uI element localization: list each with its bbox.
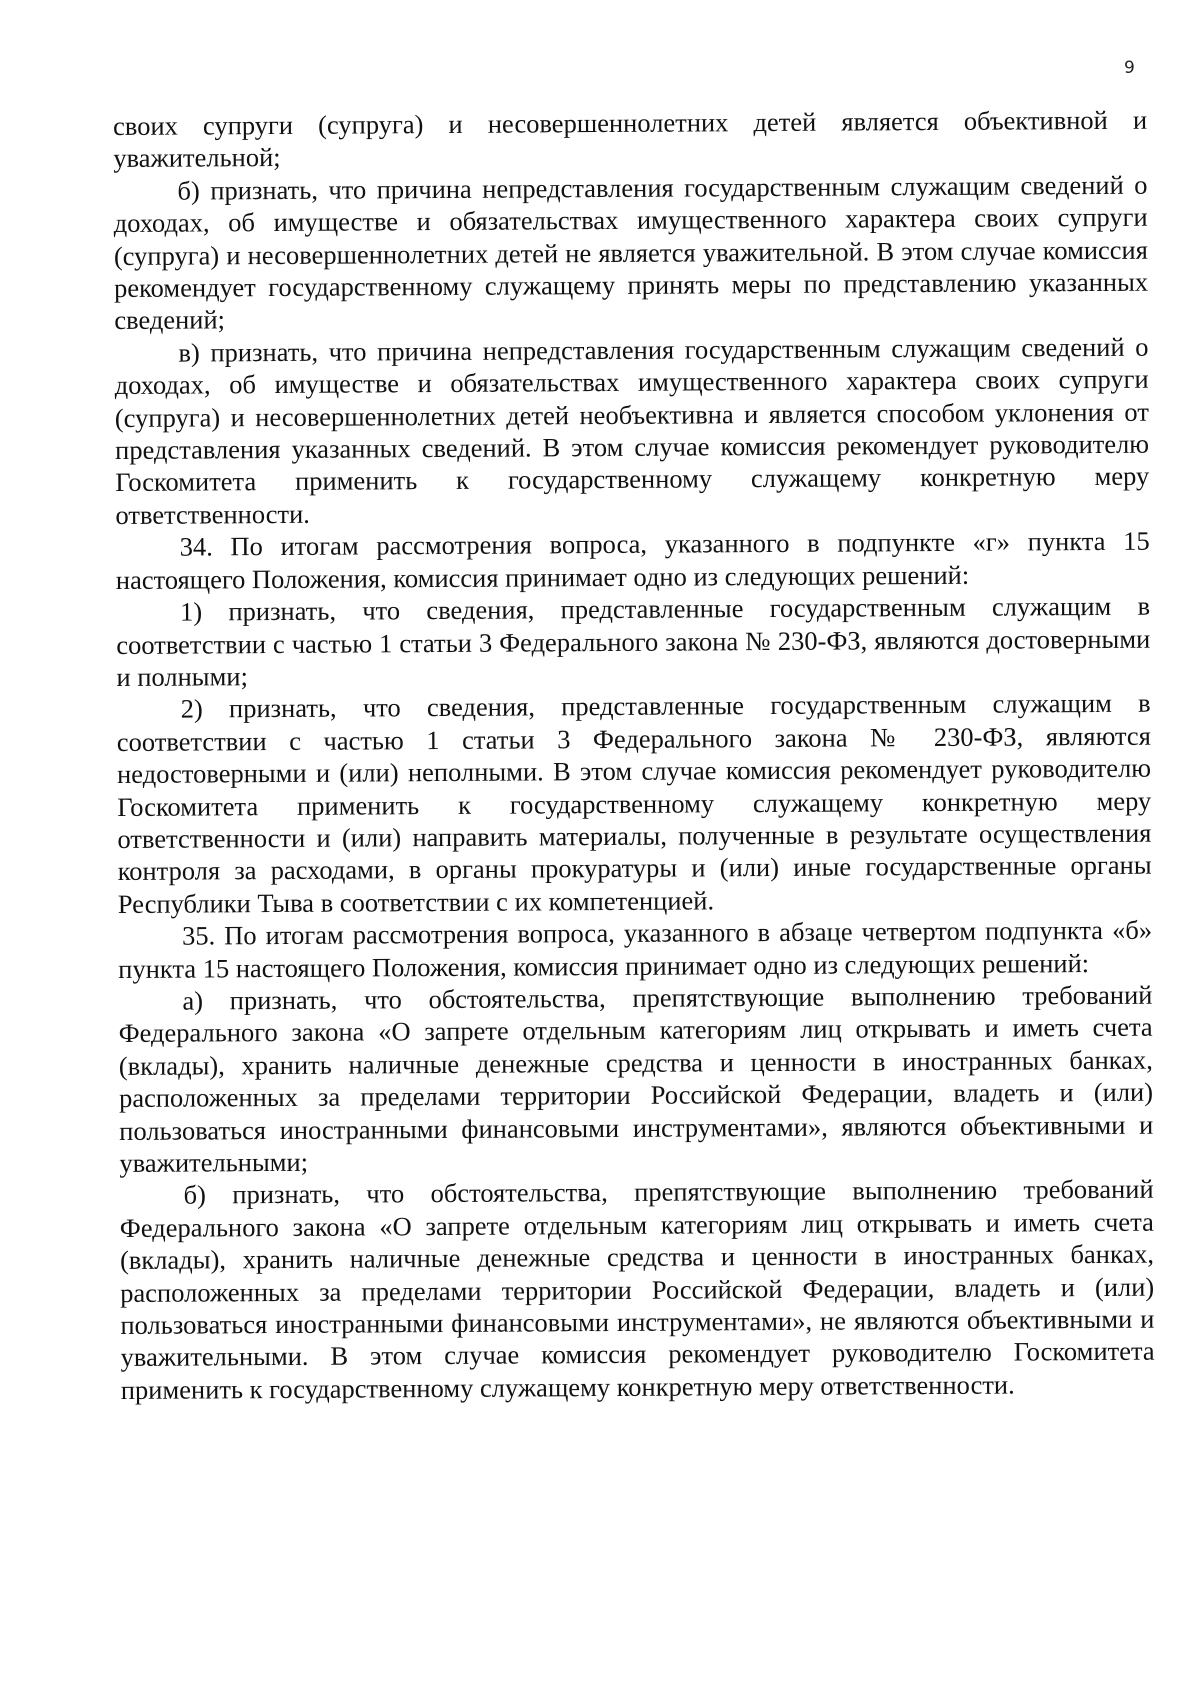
paragraph-subitem-b: б) признать, что причина непредставления государственным служащим сведений о доходах, об имуществе и обязательствах имущественного характера своих супруги (супруга) и несовершеннолетних детей не является уважительной. В этом случае комиссия рекомендует государственному служащему принять меры по представлению указанных сведений; (113, 169, 1149, 336)
paragraph-continuation: своих супруги (супруга) и несовершеннолетних детей является объективной и уважительной; (113, 104, 1148, 174)
paragraph-subitem-1: 1) признать, что сведения, представленные государственным служащим в соответствии с частью 1 статьи 3 Федерального закона № 230-ФЗ, являются достоверными и полными; (116, 590, 1151, 692)
paragraph-subitem-v: в) признать, что причина непредставления государственным служащим сведений о доходах, об имуществе и обязательствах имущественного характера своих супруги (супруга) и несовершеннолетних детей необъективна и является способом уклонения от представления указанных сведений. В этом случае комиссия рекомендует руководителю Госкомитета применить к государственному служащему конкретную меру ответственности. (114, 331, 1150, 530)
paragraph-subitem-2: 2) признать, что сведения, представленные государственным служащим в соответствии с частью 1 статьи 3 Федерального закона № 230-ФЗ, являются недостоверными и (или) неполными. В этом случае комиссия рекомендует руководителю Госкомитета применить к государственному служащему конкретную меру ответственности и (или) направить материалы, полученные в результате осуществления контроля за расходами, в органы прокуратуры и (или) иные государственные органы Республики Тыва в соответствии с их компетенцией. (116, 687, 1152, 919)
paragraph-item-34: 34. По итогам рассмотрения вопроса, указанного в подпункте «г» пункта 15 настоящего Положения, комиссия принимает одно из следующих решений: (115, 525, 1150, 595)
paragraph-item-35: 35. По итогам рассмотрения вопроса, указанного в абзаце четвертом подпункта «б» пункта 15 настоящего Положения, комиссия принимает одно из следующих решений: (118, 914, 1153, 984)
paragraph-subitem-b-2: б) признать, что обстоятельства, препятствующие выполнению требований Федерального закона «О запрете отдельным категориям лиц открывать и иметь счета (вклады), хранить наличные денежные средства и ценности в иностранных банках, расположенных за пределами территории Российской Федерации, владеть и (или) пользоваться иностранными финансовыми инструментами», не являются объективными и уважительными. В этом случае комиссия рекомендует руководителю Госкомитета применить к государственному служащему конкретную меру ответственности. (119, 1174, 1155, 1405)
paragraph-subitem-a: а) признать, что обстоятельства, препятствующие выполнению требований Федерального закона «О запрете отдельным категориям лиц открывать и иметь счета (вклады), хранить наличные денежные средства и ценности в иностранных банках, расположенных за пределами территории Российской Федерации, владеть и (или) пользоваться иностранными финансовыми инструментами», являются объективными и уважительными; (118, 979, 1154, 1178)
page-number: 9 (1124, 58, 1135, 78)
document-body (113, 104, 1155, 1407)
